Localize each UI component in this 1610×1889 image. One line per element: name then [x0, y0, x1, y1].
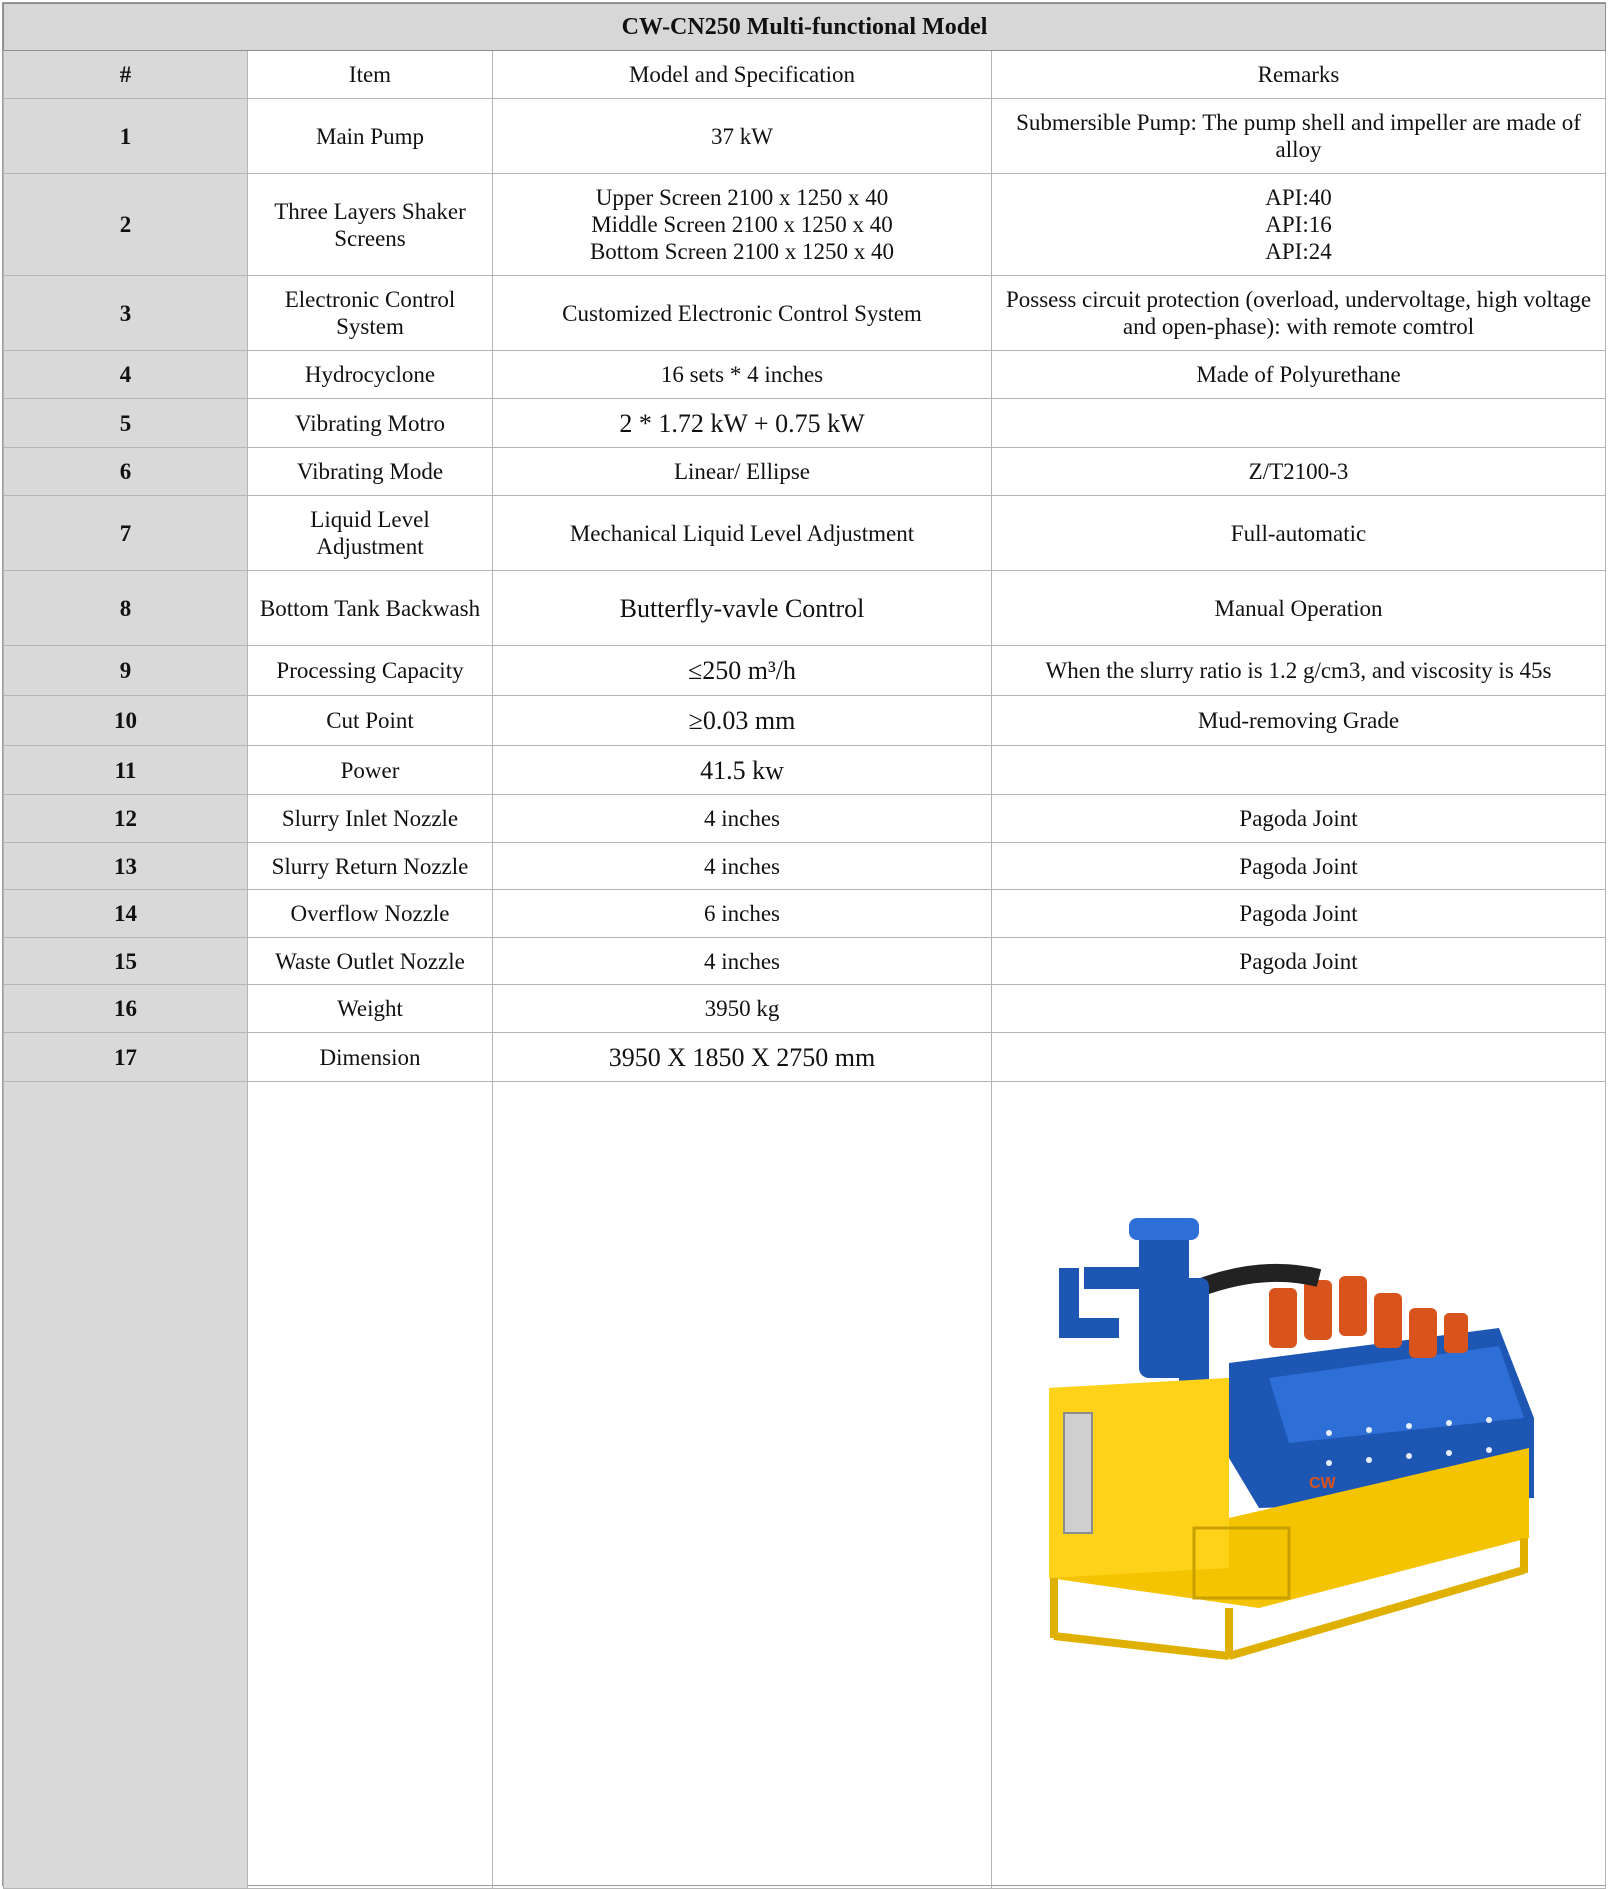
table-row — [4, 99, 1606, 174]
table-row — [4, 938, 1606, 985]
table-row — [4, 646, 1606, 696]
spec-line: Middle Screen 2100 x 1250 x 40 — [591, 212, 893, 237]
row-num: 8 — [4, 571, 248, 646]
row-remarks: Submersible Pump: The pump shell and impeller are made of alloy — [992, 99, 1606, 174]
row-spec: 3950 X 1850 X 2750 mm — [493, 1033, 992, 1082]
row-remarks: When the slurry ratio is 1.2 g/cm3, and viscosity is 45s — [992, 646, 1606, 696]
row-item: Vibrating Motro — [248, 399, 493, 448]
spec-line: Upper Screen 2100 x 1250 x 40 — [595, 185, 889, 210]
row-remarks: Manual Operation — [992, 571, 1606, 646]
row-remarks: Pagoda Joint — [992, 795, 1606, 843]
row-remarks: Made of Polyurethane — [992, 351, 1606, 399]
row-num: 6 — [4, 448, 248, 496]
empty-num-cell — [4, 1082, 248, 1889]
row-remarks: Z/T2100-3 — [992, 448, 1606, 496]
table-row — [4, 890, 1606, 938]
row-num: 7 — [4, 496, 248, 571]
row-num: 4 — [4, 351, 248, 399]
header-num: # — [4, 51, 248, 99]
table-row — [4, 448, 1606, 496]
empty-item-cell — [248, 1082, 493, 1889]
row-item: Cut Point — [248, 696, 493, 746]
row-item: Processing Capacity — [248, 646, 493, 696]
table-row — [4, 399, 1606, 448]
row-item: Slurry Return Nozzle — [248, 843, 493, 890]
remarks-line: API:24 — [1265, 239, 1332, 264]
row-remarks: Pagoda Joint — [992, 843, 1606, 890]
row-num: 5 — [4, 399, 248, 448]
table-row — [4, 843, 1606, 890]
row-spec: 4 inches — [493, 843, 992, 890]
spec-document — [2, 2, 1606, 1886]
table-row — [4, 696, 1606, 746]
row-spec: Mechanical Liquid Level Adjustment — [493, 496, 992, 571]
spec-line: Bottom Screen 2100 x 1250 x 40 — [589, 239, 895, 264]
header-item: Item — [248, 51, 493, 99]
row-num: 17 — [4, 1033, 248, 1082]
row-num: 16 — [4, 985, 248, 1033]
spec-table — [3, 3, 1606, 1889]
row-item: Weight — [248, 985, 493, 1033]
row-remarks — [992, 174, 1606, 276]
row-remarks — [992, 746, 1606, 795]
row-item: Main Pump — [248, 99, 493, 174]
row-remarks — [992, 985, 1606, 1033]
row-item: Bottom Tank Backwash — [248, 571, 493, 646]
row-num: 2 — [4, 174, 248, 276]
machine-image — [1029, 1218, 1569, 1738]
row-remarks: Mud-removing Grade — [992, 696, 1606, 746]
row-spec: Linear/ Ellipse — [493, 448, 992, 496]
row-item: Liquid Level Adjustment — [248, 496, 493, 571]
row-item: Electronic Control System — [248, 276, 493, 351]
row-num: 13 — [4, 843, 248, 890]
row-item: Power — [248, 746, 493, 795]
row-spec: 4 inches — [493, 795, 992, 843]
row-spec: 41.5 kw — [493, 746, 992, 795]
row-spec: 37 kW — [493, 99, 992, 174]
table-row — [4, 985, 1606, 1033]
table-row — [4, 174, 1606, 276]
row-num: 15 — [4, 938, 248, 985]
row-item: Slurry Inlet Nozzle — [248, 795, 493, 843]
table-row — [4, 746, 1606, 795]
row-spec: 4 inches — [493, 938, 992, 985]
row-spec — [493, 174, 992, 276]
row-item: Vibrating Mode — [248, 448, 493, 496]
remarks-line: API:16 — [1265, 212, 1332, 237]
row-num: 9 — [4, 646, 248, 696]
row-item: Dimension — [248, 1033, 493, 1082]
table-row — [4, 1033, 1606, 1082]
row-item: Hydrocyclone — [248, 351, 493, 399]
row-item: Overflow Nozzle — [248, 890, 493, 938]
row-spec: 2 * 1.72 kW + 0.75 kW — [493, 399, 992, 448]
row-item: Waste Outlet Nozzle — [248, 938, 493, 985]
table-row — [4, 496, 1606, 571]
remarks-line: API:40 — [1265, 185, 1332, 210]
machine-logo: CW — [1308, 1475, 1336, 1492]
table-title: CW-CN250 Multi-functional Model — [4, 4, 1606, 51]
row-spec: ≥0.03 mm — [493, 696, 992, 746]
row-spec: 16 sets * 4 inches — [493, 351, 992, 399]
row-spec: ≤250 m³/h — [493, 646, 992, 696]
row-num: 12 — [4, 795, 248, 843]
header-row — [4, 51, 1606, 99]
row-num: 10 — [4, 696, 248, 746]
row-num: 3 — [4, 276, 248, 351]
header-spec: Model and Specification — [493, 51, 992, 99]
table-row — [4, 795, 1606, 843]
row-remarks: Possess circuit protection (overload, undervoltage, high voltage and open-phase): with remote comtrol — [992, 276, 1606, 351]
row-remarks: Pagoda Joint — [992, 890, 1606, 938]
row-remarks: Full-automatic — [992, 496, 1606, 571]
row-num: 11 — [4, 746, 248, 795]
header-remarks: Remarks — [992, 51, 1606, 99]
table-row — [4, 571, 1606, 646]
table-row — [4, 351, 1606, 399]
row-item: Three Layers Shaker Screens — [248, 174, 493, 276]
row-remarks — [992, 399, 1606, 448]
row-spec: 3950 kg — [493, 985, 992, 1033]
row-num: 1 — [4, 99, 248, 174]
title-row — [4, 4, 1606, 51]
image-cell — [992, 1082, 1606, 1889]
row-num: 14 — [4, 890, 248, 938]
row-spec: 6 inches — [493, 890, 992, 938]
row-remarks: Pagoda Joint — [992, 938, 1606, 985]
image-row — [4, 1082, 1606, 1889]
empty-spec-cell — [493, 1082, 992, 1889]
table-row — [4, 276, 1606, 351]
row-spec: Customized Electronic Control System — [493, 276, 992, 351]
row-spec: Butterfly-vavle Control — [493, 571, 992, 646]
row-remarks — [992, 1033, 1606, 1082]
